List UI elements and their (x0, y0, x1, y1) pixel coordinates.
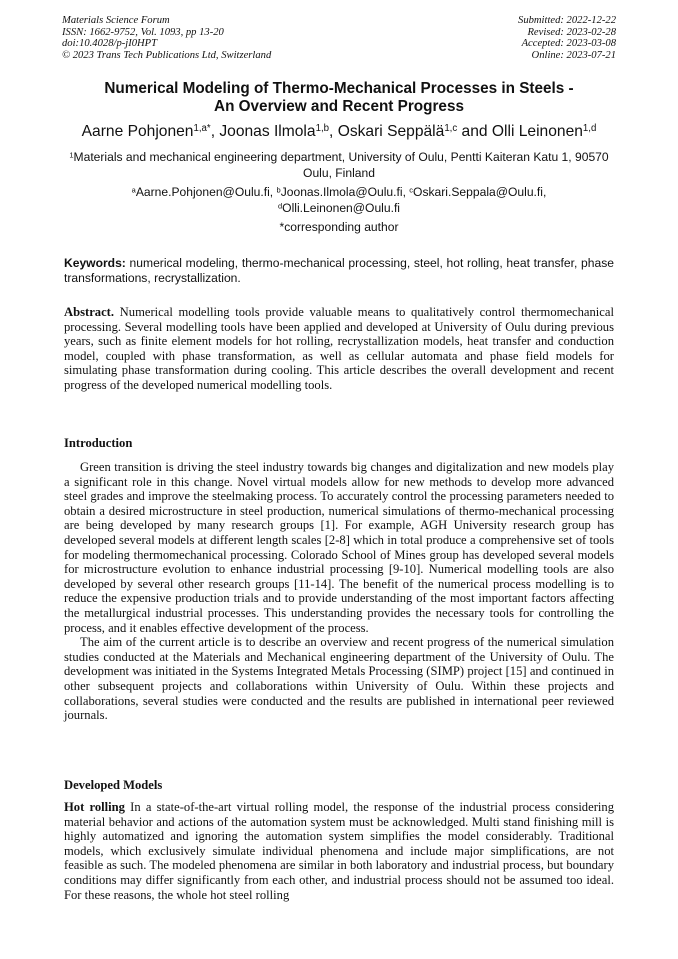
email-sup: d (278, 200, 283, 210)
journal-name: Materials Science Forum (62, 15, 170, 26)
author-sup: 1,a* (193, 123, 211, 135)
date-submitted: Submitted: 2022-12-22 (518, 15, 616, 26)
author-sup: 1,d (582, 123, 597, 135)
affiliation-sup: 1 (69, 150, 74, 160)
hot-rolling-text: In a state-of-the-art virtual rolling model, the response of the industrial process considering material behavior and actions of the automation system must be acknowledged. Multi stand finishing mill is highly automatized and ignoring the automation system simplifies the model considerably. Traditional models, which exclusively simulate individual phenomena and include major simplifications, are not feasible as such. The modeled phenomena are similar in both laboratory and industrial process, but boundary conditions may differ significantly from each other, and industrial process should not be assumed too ideal. For these reasons, the whole hot steel rolling (64, 800, 614, 902)
keywords-label: Keywords: (64, 256, 126, 270)
introduction-body (64, 460, 614, 723)
abstract-text: Numerical modelling tools provide valuable means to qualitatively control thermomechanical processing. Several modelling tools have been applied and developed at University of Oulu during previous years, such as finite element models for hot rolling, recrystallization models, heat transfer and conduction model, coupled with phase transformation, as well as cellular automata and phase field models for simulating phase transformation during cooling. This article describes the overall development and recent progress of the developed numerical modelling tools. (64, 305, 614, 392)
corresponding-author-note: *corresponding author (279, 220, 399, 234)
abstract-label: Abstract. (64, 305, 115, 319)
date-online: Online: 2023-07-21 (531, 49, 616, 61)
email-sup: b (276, 185, 281, 195)
date-accepted: Accepted: 2023-03-08 (521, 38, 616, 50)
email-address[interactable]: Olli.Leinonen@Oulu.fi (282, 200, 400, 215)
affiliation-text: Materials and mechanical engineering department, University of Oulu, Pentti Kaiteran Katu 1, 90570 Oulu, Finland (73, 150, 609, 180)
journal-doi[interactable]: doi:10.4028/p-jI0HPT (62, 38, 158, 50)
author-name: Oskari Seppälä (337, 123, 445, 140)
paper-title-line-2: An Overview and Recent Progress (214, 98, 464, 115)
email-sep: , (402, 185, 410, 199)
author-list (62, 122, 616, 142)
keywords (64, 256, 614, 285)
author-sep: , (329, 123, 338, 140)
email-sep: , (269, 185, 277, 199)
email-sep: , (542, 185, 547, 199)
author-sep: , (210, 123, 220, 140)
date-revised: Revised: 2023-02-28 (527, 26, 616, 38)
author-name: Olli Leinonen (491, 123, 583, 140)
author-name: Joonas Ilmola (219, 123, 316, 140)
introduction-paragraph-1: Green transition is driving the steel industry towards big changes and digitalization and new models play a significant role in this change. Novel virtual models allow for new methods to develop more advanced steel grades and improve the steelmaking process. To accurately control the processing parameters needed to obtain a desired microstructure in steel production, numerical simulations of thermo-mechanical processing are being developed by many research groups [1]. For example, AGH University research group has developed several models at different length scales [2-8] which in total produce a comprehensive set of tools for modeling thermomechanical processing. Colorado School of Mines group has developed several models for microstructure evolution to enhance industrial processing [9-10]. Numerical modelling tools are also developed by several other research groups [11-14]. The benefit of the numerical process modelling is to reduce the expensive production trials and to provide understanding of the most important factors affecting the metallurgical industrial processes. This understanding provides the necessary tools for controlling the process, and it enables effective development of the process. (64, 460, 614, 635)
author-sep: and (457, 123, 492, 140)
paper-title-line-1: Numerical Modeling of Thermo-Mechanical Processes in Steels - (104, 80, 574, 97)
email-sup: a (131, 185, 136, 195)
author-sup: 1,c (444, 123, 458, 135)
email-list (62, 185, 616, 216)
developed-models-body (64, 800, 614, 902)
author-name: Aarne Pohjonen (81, 123, 194, 140)
affiliation (62, 150, 616, 181)
email-address[interactable]: Aarne.Pohjonen@Oulu.fi (135, 185, 270, 199)
journal-copyright: © 2023 Trans Tech Publications Ltd, Switzerland (62, 49, 272, 61)
email-address[interactable]: Oskari.Seppala@Oulu.fi (413, 185, 543, 199)
email-sup: c (409, 185, 414, 195)
publication-dates (518, 15, 616, 61)
keywords-text: numerical modeling, thermo-mechanical processing, steel, hot rolling, heat transfer, phase transformations, recrystallization. (64, 256, 614, 285)
section-heading-developed-models: Developed Models (64, 778, 163, 792)
paper-title (62, 80, 616, 116)
abstract (64, 305, 614, 393)
journal-issn: ISSN: 1662-9752, Vol. 1093, pp 13-20 (62, 26, 224, 38)
hot-rolling-runin-heading: Hot rolling (64, 800, 125, 814)
journal-info (62, 15, 271, 61)
email-address[interactable]: Joonas.Ilmola@Oulu.fi (280, 185, 403, 199)
introduction-paragraph-2: The aim of the current article is to describe an overview and recent progress of the numerical simulation studies conducted at the Materials and Mechanical engineering department of the University of Oulu. The development was initiated in the Systems Integrated Metals Processing (SIMP) project [15] and continued in other subsequent projects and collaborations within University of Oulu. Within these projects and collaborations, several studies were conducted and the results are published in international peer reviewed journals. (64, 635, 614, 723)
author-sup: 1,b (315, 123, 330, 135)
section-heading-introduction: Introduction (64, 436, 133, 450)
